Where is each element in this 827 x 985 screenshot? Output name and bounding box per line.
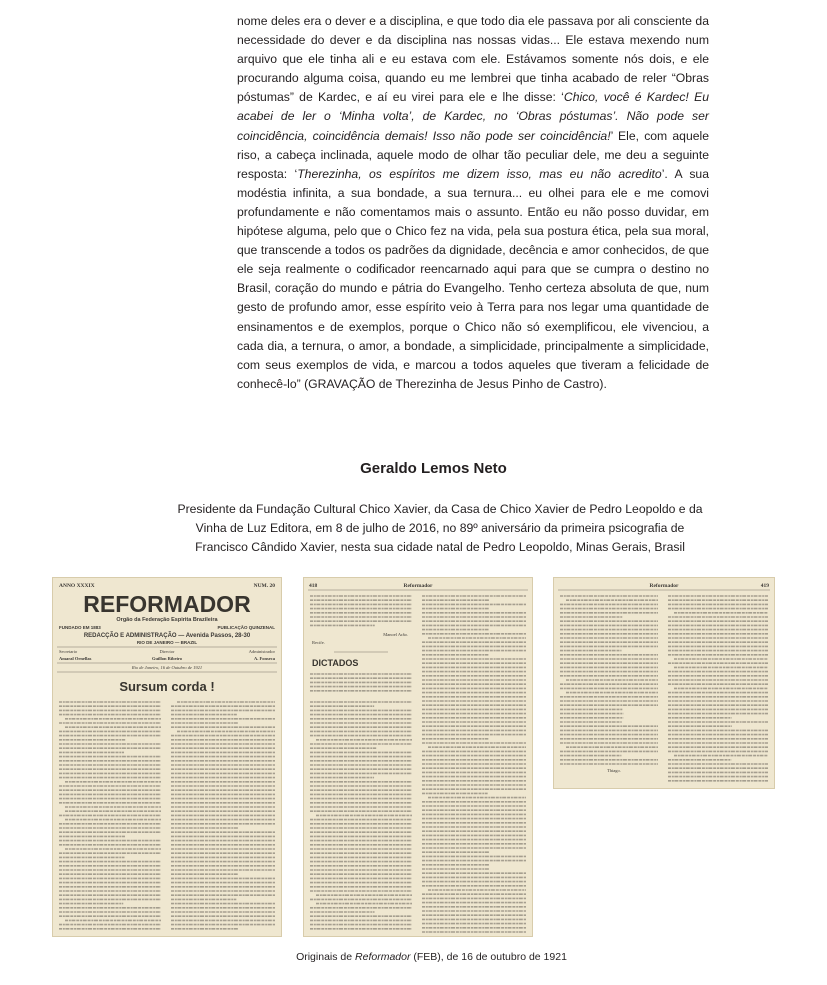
newspaper-page-419 xyxy=(554,578,774,788)
page-418-svg xyxy=(304,578,532,936)
signature-manoel-arao: Manoel Arão. xyxy=(383,632,408,637)
affiliation-line-1: Presidente da Fundação Cultural Chico Xavier, da Casa de Chico Xavier de Pedro Leopoldo e da xyxy=(177,502,703,516)
front-page-svg xyxy=(53,578,281,936)
place-recife: Recife. xyxy=(312,640,325,645)
page-418-col1 xyxy=(310,702,412,929)
caption-suffix: (FEB), de 16 de outubro de 1921 xyxy=(410,951,567,963)
page-number-419: 419 xyxy=(760,583,769,589)
author-name: Geraldo Lemos Neto xyxy=(360,460,507,477)
newspaper-scans xyxy=(0,578,827,938)
caption-prefix: Originais de xyxy=(296,951,356,963)
author-affiliation xyxy=(160,500,720,557)
body-paragraph xyxy=(237,12,709,394)
frequency: PUBLICAÇÃO QUINZENAL xyxy=(217,625,275,630)
masthead: REFORMADOR xyxy=(83,591,251,617)
page-418-col1-top xyxy=(310,596,412,625)
issue-date: Rio de Janeiro, 16 de Outubro de 1921 xyxy=(131,665,203,670)
signature-thiago: Thiago. xyxy=(607,768,621,773)
city: RIO DE JANEIRO — BRAZIL xyxy=(136,640,198,645)
headline: Sursum corda ! xyxy=(119,679,215,694)
page-418-section-intro xyxy=(310,674,412,691)
quote-therezinha: Therezinha, os espíritos me dizem isso, mas eu não acredito xyxy=(297,166,662,181)
section-dictados: DICTADOS xyxy=(312,658,359,668)
affiliation-line-2: Vinha de Luz Editora, em 8 de julho de 2016, no 89º aniversário da primeira psicografia de xyxy=(195,521,685,535)
running-header: Reformador xyxy=(649,583,679,589)
founded: FUNDADO EM 1883 xyxy=(59,625,101,630)
secretary-name: Amaral Ornellas xyxy=(59,656,92,661)
caption-title: Reformador xyxy=(355,951,411,963)
masthead-subtitle: Orgão da Federação Espirita Brazileira xyxy=(116,617,218,623)
front-page-columns xyxy=(59,702,275,929)
page-419-col1 xyxy=(560,596,658,764)
page-418-col2 xyxy=(422,596,526,932)
body-text-2: ’ Ele, com aquele riso, a cabeça inclinada, aquele modo de olhar tão peculiar dele, me deu a seguinte resposta: ‘ xyxy=(237,128,709,181)
page-419-svg xyxy=(554,578,774,788)
newspaper-front-page xyxy=(53,578,281,936)
body-text-1: nome deles era o dever e a disciplina, e que todo dia ele passava por ali consciente da necessidade do dever e da disciplina nas nossas vidas... Ele estava mexendo num arquivo que ele tinha ali e eu estava com ele. Estávamos somente nós dois, e ele procurando alguma coisa, quando eu me lembrei que tinha acabado de reler “Obras póstumas” de Kardec, e aí eu virei para ele e lhe disse: ‘ xyxy=(237,14,709,105)
admin-name: A. Fonseca xyxy=(254,656,275,661)
quote-kardec: Chico, você é Kardec! Eu acabei de ler o ‘Minha volta’, de Kardec, no ‘Obras póstumas’. Não pode ser coincidência, coincidência demais! Isso não pode ser coincidência! xyxy=(237,90,709,143)
issue-year: ANNO XXXIX xyxy=(59,583,95,589)
address: REDACÇÃO E ADMINISTRAÇÃO — Avenida Passos, 28-30 xyxy=(83,633,251,639)
admin-role: Administrador xyxy=(248,649,275,654)
secretary-role: Secretario xyxy=(59,649,78,654)
director-name: Guillon Ribeiro xyxy=(151,656,183,661)
director-role: Director xyxy=(159,649,175,654)
affiliation-line-3: Francisco Cândido Xavier, nesta sua cidade natal de Pedro Leopoldo, Minas Gerais, Brasil xyxy=(195,540,685,554)
page-419-col2 xyxy=(668,596,768,781)
newspaper-page-418 xyxy=(304,578,532,936)
body-text-3: ’. A sua modéstia infinita, a sua bondade, a sua ternura... eu olhei para ele e me comovi profundamente e não comentamos mais o assunto. Então eu não posso duvidar, em hipótese alguma, pelo que o Chico fez na vida, pela sua postura ética, pela sua moral, que transcende a todos os padrões da dignidade, decência e amor conhecidos, de que ele seja realmente o codificador reencarnado aqui para que se cumpra o destino no Brasil, coração do mundo e pátria do Evangelho. Tenho certeza absoluta de que, num gesto de profundo amor, esse espírito veio à Terra para nos legar uma quantidade de ensinamentos e de exemplos, porque o Chico não só exemplificou, ele vivenciou, a cada dia, a ternura, o amor, a bondade, a simplicidade, principalmente a simplicidade, com seus exemplos de vida, e marcou a todos aqueles que tiveram a felicidade de conhecê-lo” (GRAVAÇÃO de Therezinha de Jesus Pinho de Castro). xyxy=(237,166,709,391)
figure-caption xyxy=(0,951,827,963)
page-number-418: 418 xyxy=(309,583,318,589)
running-header: Reformador xyxy=(403,583,433,589)
issue-number: NUM. 20 xyxy=(253,583,275,589)
